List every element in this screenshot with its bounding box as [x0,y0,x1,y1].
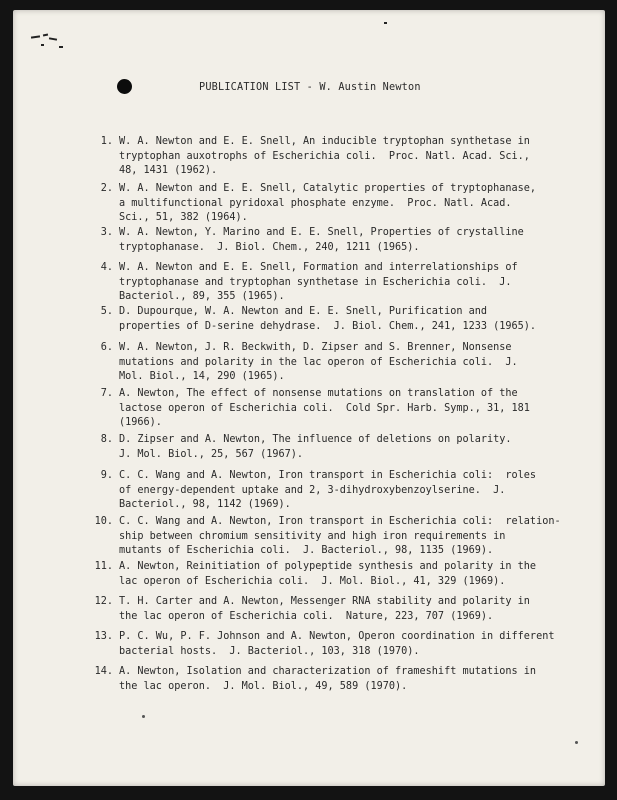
publication-number: 6. [100,342,113,353]
citation-line: the lac operon. J. Mol. Biol., 49, 589 (1970). [119,680,408,692]
citation-line: lac operon of Escherichia coli. J. Mol. Biol., 41, 329 (1969). [119,575,506,587]
punch-hole [117,79,132,94]
citation-line: Bacteriol., 89, 355 (1965). [119,291,285,302]
publication-number: 13. [94,631,113,642]
publication-citation [119,665,549,694]
publication-number: 4. [100,262,113,273]
citation-line: the lac operon of Escherichia coli. Nature, 223, 707 (1969). [119,610,494,622]
publication-citation [119,469,549,513]
publication-citation [119,595,549,624]
page-title: PUBLICATION LIST - W. Austin Newton [199,82,421,93]
publication-number: 2. [100,183,113,194]
citation-line: mutants of Escherichia coli. J. Bacteriol., 98, 1135 (1969). [119,545,494,556]
publication-citation [119,226,549,255]
citation-line: A. Newton, Isolation and characterization of frameshift mutations in [119,666,537,677]
publication-number: 3. [100,227,113,238]
publication-number: 5. [100,306,113,317]
corner-mark [59,46,63,48]
publication-citation [119,630,555,659]
citation-line: Sci., 51, 382 (1964). [119,212,248,223]
publication-number: 8. [100,434,113,445]
publication-citation [119,515,561,559]
citation-line: mutations and polarity in the lac operon of Escherichia coli. J. [119,356,518,368]
corner-mark [41,44,44,46]
citation-line: W. A. Newton and E. E. Snell, Formation and interrelationships of [119,262,518,273]
publication-number: 14. [94,666,113,677]
citation-line: W. A. Newton and E. E. Snell, An inducible tryptophan synthetase in [119,136,530,147]
citation-line: ship between chromium sensitivity and high iron requirements in [119,530,506,542]
publication-citation [119,261,549,305]
publication-number: 12. [94,596,113,607]
citation-line: lactose operon of Escherichia coli. Cold Spr. Harb. Symp., 31, 181 [119,402,530,414]
speck [575,741,578,744]
citation-line: Mol. Biol., 14, 290 (1965). [119,371,285,382]
publication-citation [119,341,549,385]
corner-mark [43,34,48,37]
citation-line: J. Mol. Biol., 25, 567 (1967). [119,448,304,460]
publication-number: 1. [100,136,113,147]
publication-number: 11. [94,561,113,572]
citation-line: W. A. Newton and E. E. Snell, Catalytic properties of tryptophanase, [119,183,537,194]
citation-line: D. Zipser and A. Newton, The influence of deletions on polarity. [119,434,512,445]
citation-line: D. Dupourque, W. A. Newton and E. E. Snell, Purification and [119,306,488,317]
citation-line: W. A. Newton, J. R. Beckwith, D. Zipser and S. Brenner, Nonsense [119,342,512,353]
corner-mark [384,22,387,24]
publication-citation [119,387,549,431]
citation-line: W. A. Newton, Y. Marino and E. E. Snell, Properties of crystalline [119,227,524,238]
publication-citation [119,305,549,334]
corner-mark [49,37,57,40]
citation-line: A. Newton, The effect of nonsense mutations on translation of the [119,388,518,399]
citation-line: bacterial hosts. J. Bacteriol., 103, 318 (1970). [119,645,420,657]
citation-line: C. C. Wang and A. Newton, Iron transport in Escherichia coli: roles [119,470,537,481]
citation-line: C. C. Wang and A. Newton, Iron transport in Escherichia coli: relation- [119,516,561,527]
citation-line: tryptophanase. J. Biol. Chem., 240, 1211 (1965). [119,241,420,253]
publication-number: 9. [100,470,113,481]
speck [142,715,145,718]
citation-line: tryptophan auxotrophs of Escherichia coli. Proc. Natl. Acad. Sci., [119,150,530,162]
citation-line: P. C. Wu, P. F. Johnson and A. Newton, Operon coordination in different [119,631,555,642]
citation-line: (1966). [119,417,162,428]
citation-line: tryptophanase and tryptophan synthetase in Escherichia coli. J. [119,276,512,288]
citation-line: 48, 1431 (1962). [119,165,218,176]
publication-citation [119,182,549,226]
publication-citation [119,560,549,589]
document-page [13,10,605,786]
citation-line: of energy-dependent uptake and 2, 3-dihydroxybenzoylserine. J. [119,484,506,496]
publication-number: 7. [100,388,113,399]
publication-citation [119,433,549,462]
citation-line: a multifunctional pyridoxal phosphate enzyme. Proc. Natl. Acad. [119,197,512,209]
publication-citation [119,135,549,179]
citation-line: Bacteriol., 98, 1142 (1969). [119,499,291,510]
citation-line: properties of D-serine dehydrase. J. Biol. Chem., 241, 1233 (1965). [119,320,537,332]
corner-mark [31,35,40,38]
citation-line: A. Newton, Reinitiation of polypeptide synthesis and polarity in the [119,561,537,572]
citation-line: T. H. Carter and A. Newton, Messenger RNA stability and polarity in [119,596,530,607]
publication-number: 10. [94,516,113,527]
